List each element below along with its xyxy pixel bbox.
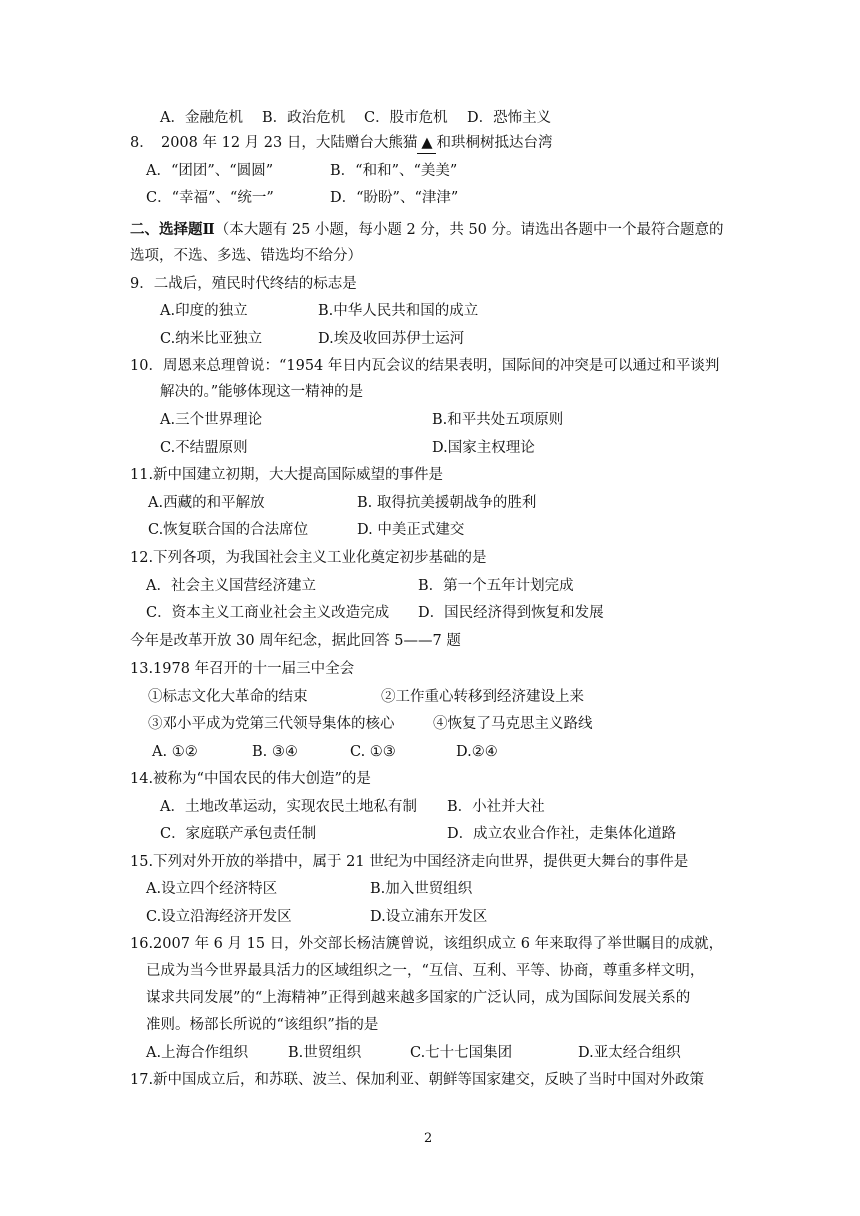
q7-option-a: A．金融危机 [160,110,243,126]
q14-option-b: B．小社并大社 [447,799,545,815]
q13-item-2: ②工作重心转移到经济建设上来 [381,689,584,705]
q12-option-b: B．第一个五年计划完成 [418,578,574,594]
q13-option-d: D.②④ [456,744,498,760]
intro-5-7: 今年是改革开放 30 周年纪念，据此回答 5——7 题 [130,633,461,649]
q15-option-d: D.设立浦东开发区 [370,909,488,925]
q11-stem: 11.新中国建立初期，大大提高国际威望的事件是 [130,467,444,483]
q11-option-c: C.恢复联合国的合法席位 [148,522,309,538]
q16-stem-3: 谋求共同发展”的“上海精神”正得到越来越多国家的广泛认同，成为国际间发展关系的 [146,990,691,1006]
q8-stem-before: 8． 2008 年 12 月 23 日，大陆赠台大熊猫 [130,135,418,151]
q15-option-b: B.加入世贸组织 [370,881,473,897]
q16-option-a: A.上海合作组织 [146,1045,249,1061]
q16-stem-4: 准则。杨部长所说的“该组织”指的是 [146,1017,379,1033]
q9-option-b: B.中华人民共和国的成立 [318,303,479,319]
q9-option-d: D.埃及收回苏伊士运河 [318,331,465,347]
q13-item-3: ③邓小平成为党第三代领导集体的核心 [148,716,395,732]
q12-option-d: D．国民经济得到恢复和发展 [418,605,604,621]
q16-stem-1: 16.2007 年 6 月 15 日，外交部长杨洁篪曾说，该组织成立 6 年来取得了举世瞩目的成就， [130,936,724,952]
q8-stem [130,133,552,154]
q8-option-c: C．“幸福”、“统一” [146,190,274,206]
q13-stem: 13.1978 年召开的十一届三中全会 [130,661,355,677]
q16-option-d: D.亚太经合组织 [578,1045,681,1061]
q9-option-c: C.纳米比亚独立 [160,331,263,347]
q10-option-c: C.不结盟原则 [160,440,248,456]
q9-option-a: A.印度的独立 [160,303,248,319]
q8-option-a: A．“团团”、“圆圆” [146,163,274,179]
q17-stem: 17.新中国成立后，和苏联、波兰、保加利亚、朝鲜等国家建交，反映了当时中国对外政策 [130,1072,705,1088]
q16-stem-2: 已成为当今世界最具活力的区域组织之一，“互信、互利、平等、协商，尊重多样文明， [146,963,705,979]
q15-stem: 15.下列对外开放的举措中，属于 21 世纪为中国经济走向世界，提供更大舞台的事件是 [130,854,689,870]
q8-option-b: B．“和和”、“美美” [330,163,458,179]
page-number: 2 [424,1131,433,1146]
q8-blank: ▲ [417,133,436,154]
q10-option-b: B.和平共处五项原则 [432,412,564,428]
q10-stem-1: 10．周恩来总理曾说：“1954 年日内瓦会议的结果表明，国际间的冲突是可以通过和平谈判 [130,358,720,374]
q14-option-d: D．成立农业合作社，走集体化道路 [447,826,677,842]
q7-option-c: C．股市危机 [364,110,448,126]
q10-option-d: D.国家主权理论 [432,440,535,456]
q16-option-c: C.七十七国集团 [410,1045,513,1061]
q14-option-a: A．土地改革运动，实现农民土地私有制 [160,799,417,815]
q16-option-b: B.世贸组织 [288,1045,362,1061]
q14-stem: 14.被称为“中国农民的伟大创造”的是 [130,771,371,787]
q13-option-b: B. ③④ [252,744,298,760]
q12-option-a: A．社会主义国营经济建立 [146,578,316,594]
q13-option-a: A. ①② [152,744,198,760]
q11-option-b: B. 取得抗美援朝战争的胜利 [357,495,537,511]
q10-stem-2: 解决的。”能够体现这一精神的是 [160,384,364,400]
section2-note-2: 选项，不选、多选、错选均不给分） [130,248,362,264]
q15-option-a: A.设立四个经济特区 [146,881,278,897]
section2-title: 二、选择题Ⅱ [130,221,215,238]
q12-option-c: C．资本主义工商业社会主义改造完成 [146,605,390,621]
section2-note-1: （本大题有 25 小题，每小题 2 分，共 50 分。请选出各题中一个最符合题意的 [214,222,724,238]
q13-option-c: C. ①③ [350,744,396,760]
section2-heading [130,220,724,240]
q11-option-d: D. 中美正式建交 [357,522,465,538]
q7-option-b: B．政治危机 [262,110,346,126]
q13-item-4: ④恢复了马克思主义路线 [433,716,593,732]
q13-item-1: ①标志文化大革命的结束 [148,689,308,705]
q14-option-c: C．家庭联产承包责任制 [160,826,317,842]
q9-stem: 9．二战后，殖民时代终结的标志是 [130,276,357,292]
q10-option-a: A.三个世界理论 [160,412,263,428]
q12-stem: 12.下列各项，为我国社会主义工业化奠定初步基础的是 [130,550,487,566]
q11-option-a: A.西藏的和平解放 [148,495,265,511]
q15-option-c: C.设立沿海经济开发区 [146,909,292,925]
q8-option-d: D．“盼盼”、“津津” [330,190,459,206]
q7-option-d: D．恐怖主义 [467,110,552,126]
q8-stem-after: 和珙桐树抵达台湾 [436,135,553,151]
